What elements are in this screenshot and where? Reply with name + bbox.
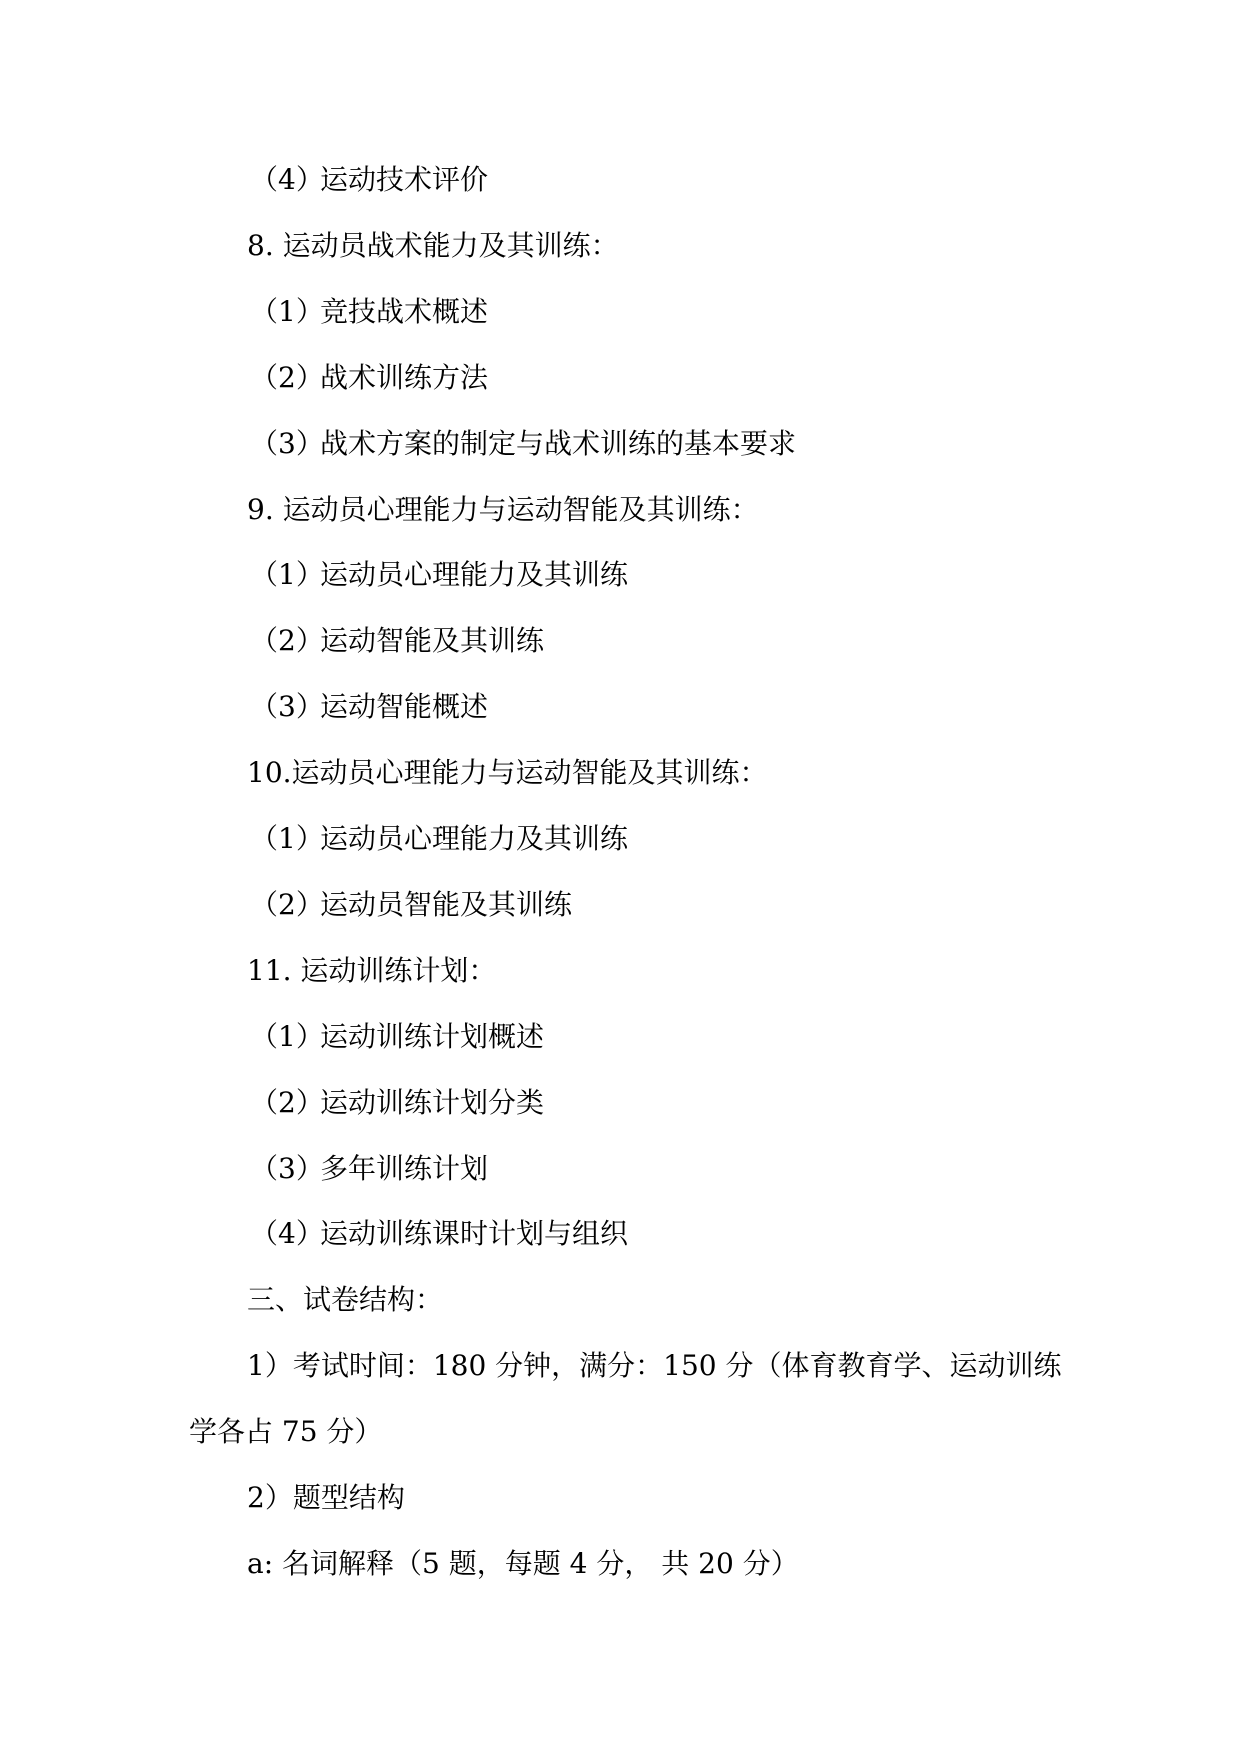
item-number: （2） xyxy=(250,360,324,394)
item-text: 运动员智能及其训练 xyxy=(320,887,573,921)
outline-subitem xyxy=(250,822,628,856)
outline-subitem xyxy=(250,295,488,329)
item-text: 运动智能及其训练 xyxy=(320,624,545,658)
item-text: 学各占 75 分） xyxy=(189,1415,383,1449)
outline-heading xyxy=(247,756,768,790)
item-text: 战术方案的制定与战术训练的基本要求 xyxy=(320,426,797,460)
item-number: （1） xyxy=(250,558,324,592)
item-number: （3） xyxy=(250,690,324,724)
item-text: 竞技战术概述 xyxy=(320,294,489,328)
outline-subitem xyxy=(250,1217,628,1251)
item-text: 运动训练计划概述 xyxy=(320,1019,545,1053)
outline-subitem xyxy=(250,163,488,197)
outline-subitem xyxy=(250,690,488,724)
item-text: a: 名词解释（5 题，每题 4 分， 共 20 分） xyxy=(247,1546,799,1580)
item-number: （3） xyxy=(250,1151,324,1185)
outline-subitem xyxy=(250,427,796,461)
item-text: 运动员心理能力及其训练 xyxy=(320,558,629,592)
item-text: 战术训练方法 xyxy=(320,360,489,394)
outline-subitem xyxy=(250,888,572,922)
item-number: （2） xyxy=(250,1085,324,1119)
item-text: 8. 运动员战术能力及其训练： xyxy=(247,228,619,262)
item-number: （4） xyxy=(250,163,324,196)
item-number: （1） xyxy=(250,822,324,855)
outline-subitem xyxy=(250,1020,544,1054)
item-text: 运动智能概述 xyxy=(320,690,489,724)
item-text: 1）考试时间：180 分钟，满分：150 分（体育教育学、运动训练 xyxy=(247,1349,1062,1383)
item-text: 运动训练计划分类 xyxy=(320,1085,545,1119)
item-text: 运动技术评价 xyxy=(320,163,489,196)
item-number: （3） xyxy=(250,426,324,460)
item-number: （1） xyxy=(250,1019,324,1053)
outline-subitem xyxy=(250,624,544,658)
item-text: 11. 运动训练计划： xyxy=(247,953,497,987)
paragraph-continuation xyxy=(189,1415,382,1449)
outline-subitem xyxy=(250,1152,488,1186)
outline-heading xyxy=(247,229,619,263)
outline-heading xyxy=(247,954,496,988)
item-text: 9. 运动员心理能力与运动智能及其训练： xyxy=(247,492,759,526)
item-text: 运动员心理能力及其训练 xyxy=(320,822,629,855)
item-text: 三、试卷结构： xyxy=(247,1283,444,1317)
item-number: （1） xyxy=(250,294,324,328)
outline-heading xyxy=(247,1481,405,1515)
outline-subitem xyxy=(250,1086,544,1120)
outline-heading xyxy=(247,493,759,527)
item-number: （2） xyxy=(250,887,324,921)
outline-heading xyxy=(247,1349,1062,1383)
item-number: （2） xyxy=(250,624,324,658)
item-text: 10.运动员心理能力与运动智能及其训练： xyxy=(247,756,768,790)
outline-subitem xyxy=(250,558,628,592)
outline-subitem xyxy=(250,361,488,395)
outline-heading xyxy=(247,1547,799,1581)
outline-heading xyxy=(247,1283,443,1317)
item-text: 运动训练课时计划与组织 xyxy=(320,1217,629,1251)
item-text: 多年训练计划 xyxy=(320,1151,489,1185)
item-number: （4） xyxy=(250,1217,324,1251)
item-text: 2）题型结构 xyxy=(247,1481,405,1514)
